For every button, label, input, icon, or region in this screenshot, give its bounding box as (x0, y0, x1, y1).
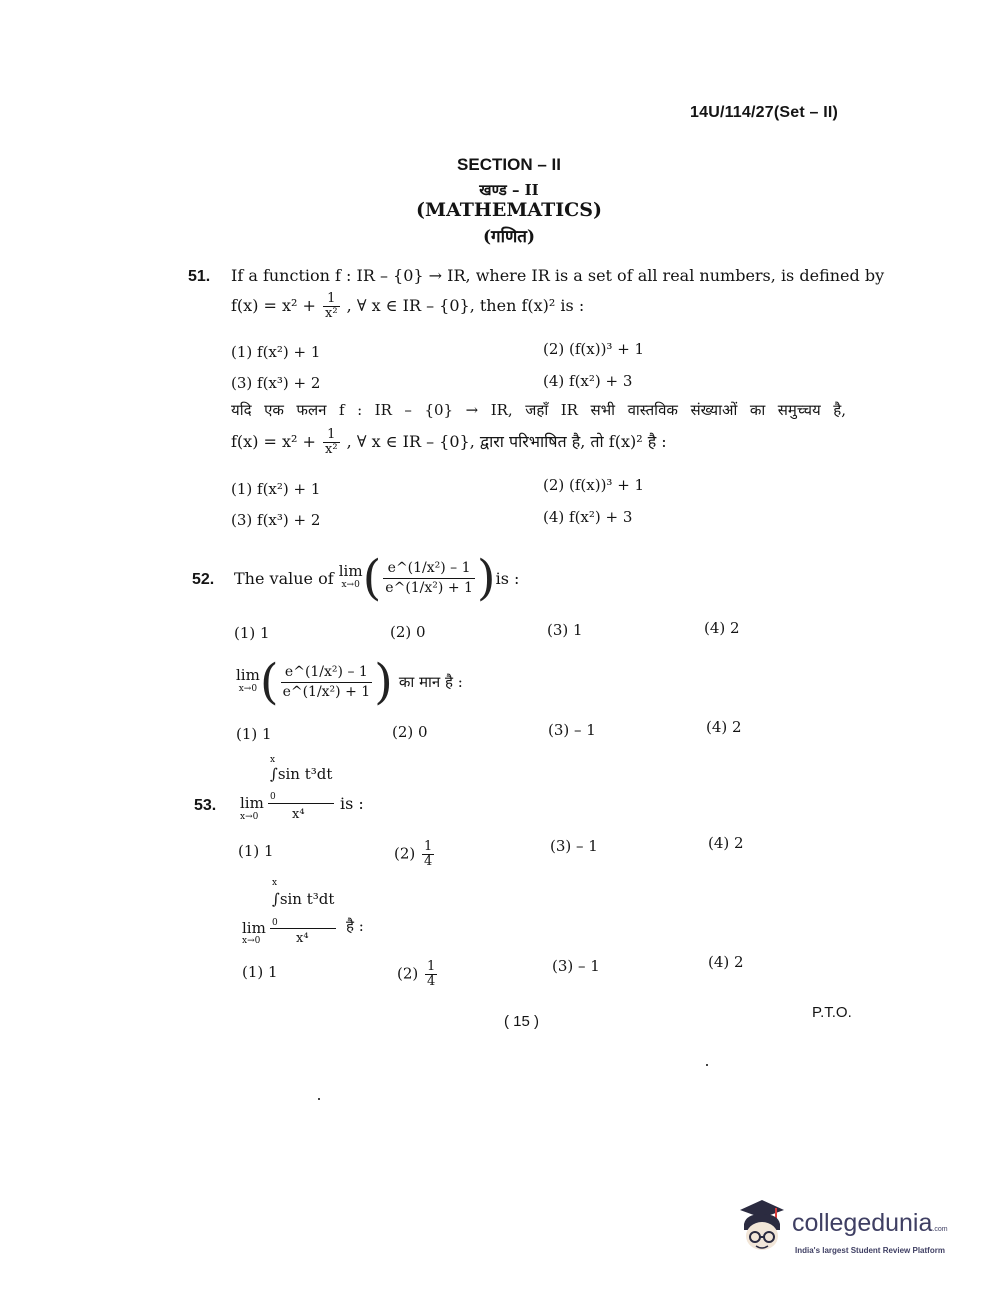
option-3-hindi: (3) – 1 (552, 957, 600, 975)
paper-code: 14U/114/27(Set – II) (690, 104, 839, 121)
limit-integral-expression (240, 755, 380, 825)
subject-title: (MATHEMATICS) (416, 199, 602, 221)
fraction-denominator: e^(1/x²) + 1 (282, 683, 371, 700)
fraction-denominator: 4 (424, 854, 433, 869)
fraction-denominator: x² (325, 306, 338, 321)
fraction-denominator: e^(1/x²) + 1 (385, 579, 473, 596)
question-number: 53. (194, 797, 217, 814)
option-2-hindi: (2) 0 (392, 723, 428, 741)
question-number: 51. (188, 268, 211, 285)
question-text-suffix: is : (495, 568, 520, 588)
left-paren: ( (259, 654, 279, 710)
left-paren: ( (362, 550, 382, 606)
logo-wordmark (792, 1209, 948, 1238)
limit-expression-hindi (236, 652, 463, 712)
limit-subscript: x→0 (242, 936, 261, 946)
option-3: (3) f(x³) + 2 (231, 374, 321, 392)
option-3-hindi: (3) – 1 (548, 721, 596, 739)
option-1: (1) 1 (234, 624, 270, 642)
option-2: (2) 0 (390, 623, 426, 641)
option-4: (4) f(x²) + 3 (543, 372, 633, 390)
function-definition (231, 292, 584, 321)
limit-operator: lim (240, 794, 264, 812)
question-number: 52. (192, 571, 215, 588)
section-title-hindi: खण्ड – II (479, 181, 539, 199)
fraction-denominator: x⁴ (296, 931, 309, 946)
right-paren: ) (374, 654, 393, 710)
fraction (425, 960, 437, 989)
integrand: ∫sin t³dt (270, 765, 333, 783)
mascot-logo-icon (736, 1196, 786, 1256)
question-text-suffix-hindi: का मान है : (398, 673, 463, 691)
page-number: ( 15 ) (504, 1013, 540, 1030)
right-paren: ) (476, 550, 496, 606)
integral-lower-limit: 0 (272, 918, 278, 928)
scan-speck (318, 1098, 320, 1100)
option-3-hindi: (3) f(x³) + 2 (231, 511, 321, 529)
fraction (323, 428, 340, 457)
logo-tagline: India's largest Student Review Platform (795, 1246, 945, 1255)
limit-subscript: x→0 (240, 812, 259, 822)
integral-upper-limit: x (270, 755, 276, 765)
definition-prefix-hindi: f(x) = x² + (231, 432, 316, 451)
option-1-hindi: (1) 1 (242, 963, 278, 981)
definition-prefix: f(x) = x² + (231, 296, 316, 315)
section-title: SECTION – II (457, 155, 561, 174)
option-2: (2) (f(x))³ + 1 (543, 340, 645, 358)
question-text-suffix-hindi: है : (346, 917, 364, 935)
subject-title-hindi: (गणित) (482, 227, 536, 247)
limit-expression (234, 548, 519, 608)
option-4-hindi: (4) 2 (706, 718, 742, 736)
limit-operator: lim (242, 919, 266, 937)
integral-upper-limit: x (272, 878, 278, 888)
integral-lower-limit: 0 (270, 792, 276, 802)
question-text-hindi: यदि एक फलन f : IR – {0} → IR, जहाँ IR सभी वास्तविक संख्याओं का समुच्चय है, (231, 401, 846, 419)
option-1: (1) f(x²) + 1 (231, 343, 321, 361)
fraction-numerator: 1 (424, 839, 433, 854)
option-1-hindi: (1) f(x²) + 1 (231, 480, 321, 498)
question-text-suffix: is : (340, 794, 364, 813)
option-1: (1) 1 (238, 842, 274, 860)
option-4: (4) 2 (704, 619, 740, 637)
limit-integral-expression-hindi (242, 878, 382, 948)
fraction-numerator: 1 (323, 292, 340, 307)
limit-operator: lim x→0 (338, 562, 363, 590)
fraction-numerator: e^(1/x²) – 1 (383, 559, 475, 579)
fraction (323, 292, 340, 321)
fraction-denominator: 4 (427, 974, 436, 989)
fraction-denominator: x⁴ (292, 807, 305, 822)
fraction-denominator: x² (325, 442, 338, 457)
option-3: (3) 1 (547, 621, 583, 639)
function-definition-hindi (231, 428, 667, 457)
fraction (383, 559, 475, 598)
logo-name: collegedunia (792, 1209, 933, 1237)
pto-label: P.T.O. (812, 1004, 852, 1021)
option-3: (3) – 1 (550, 837, 598, 855)
option-1-hindi: (1) 1 (236, 725, 272, 743)
option-4: (4) 2 (708, 834, 744, 852)
fraction-bar (268, 803, 334, 804)
fraction-bar (270, 928, 336, 929)
option-2-hindi: (2) $\frac{1}{4}$ (397, 959, 436, 989)
definition-suffix: , ∀ x ∈ IR – {0}, then f(x)² is : (346, 296, 585, 315)
fraction (422, 840, 434, 869)
scan-speck (706, 1064, 708, 1066)
question-text-prefix: The value of (234, 568, 334, 588)
option-4-hindi: (4) f(x²) + 3 (543, 508, 633, 526)
option-2-hindi: (2) (f(x))³ + 1 (543, 476, 645, 494)
fraction (281, 663, 373, 702)
option-4-hindi: (4) 2 (708, 953, 744, 971)
integrand: ∫sin t³dt (272, 890, 335, 908)
question-text: If a function f : IR – {0} → IR, where IR is a set of all real numbers, is defined by (231, 266, 885, 285)
fraction-numerator: e^(1/x²) – 1 (281, 663, 373, 683)
option-2: (2) $\frac{1}{4}$ (394, 839, 433, 869)
fraction-numerator: 1 (427, 959, 436, 974)
logo-suffix: .com (932, 1226, 948, 1233)
limit-operator: lim x→0 (236, 666, 260, 694)
fraction-numerator: 1 (323, 428, 340, 443)
definition-suffix-hindi: , ∀ x ∈ IR – {0}, द्वारा परिभाषित है, तो f(x)² है : (346, 432, 667, 451)
